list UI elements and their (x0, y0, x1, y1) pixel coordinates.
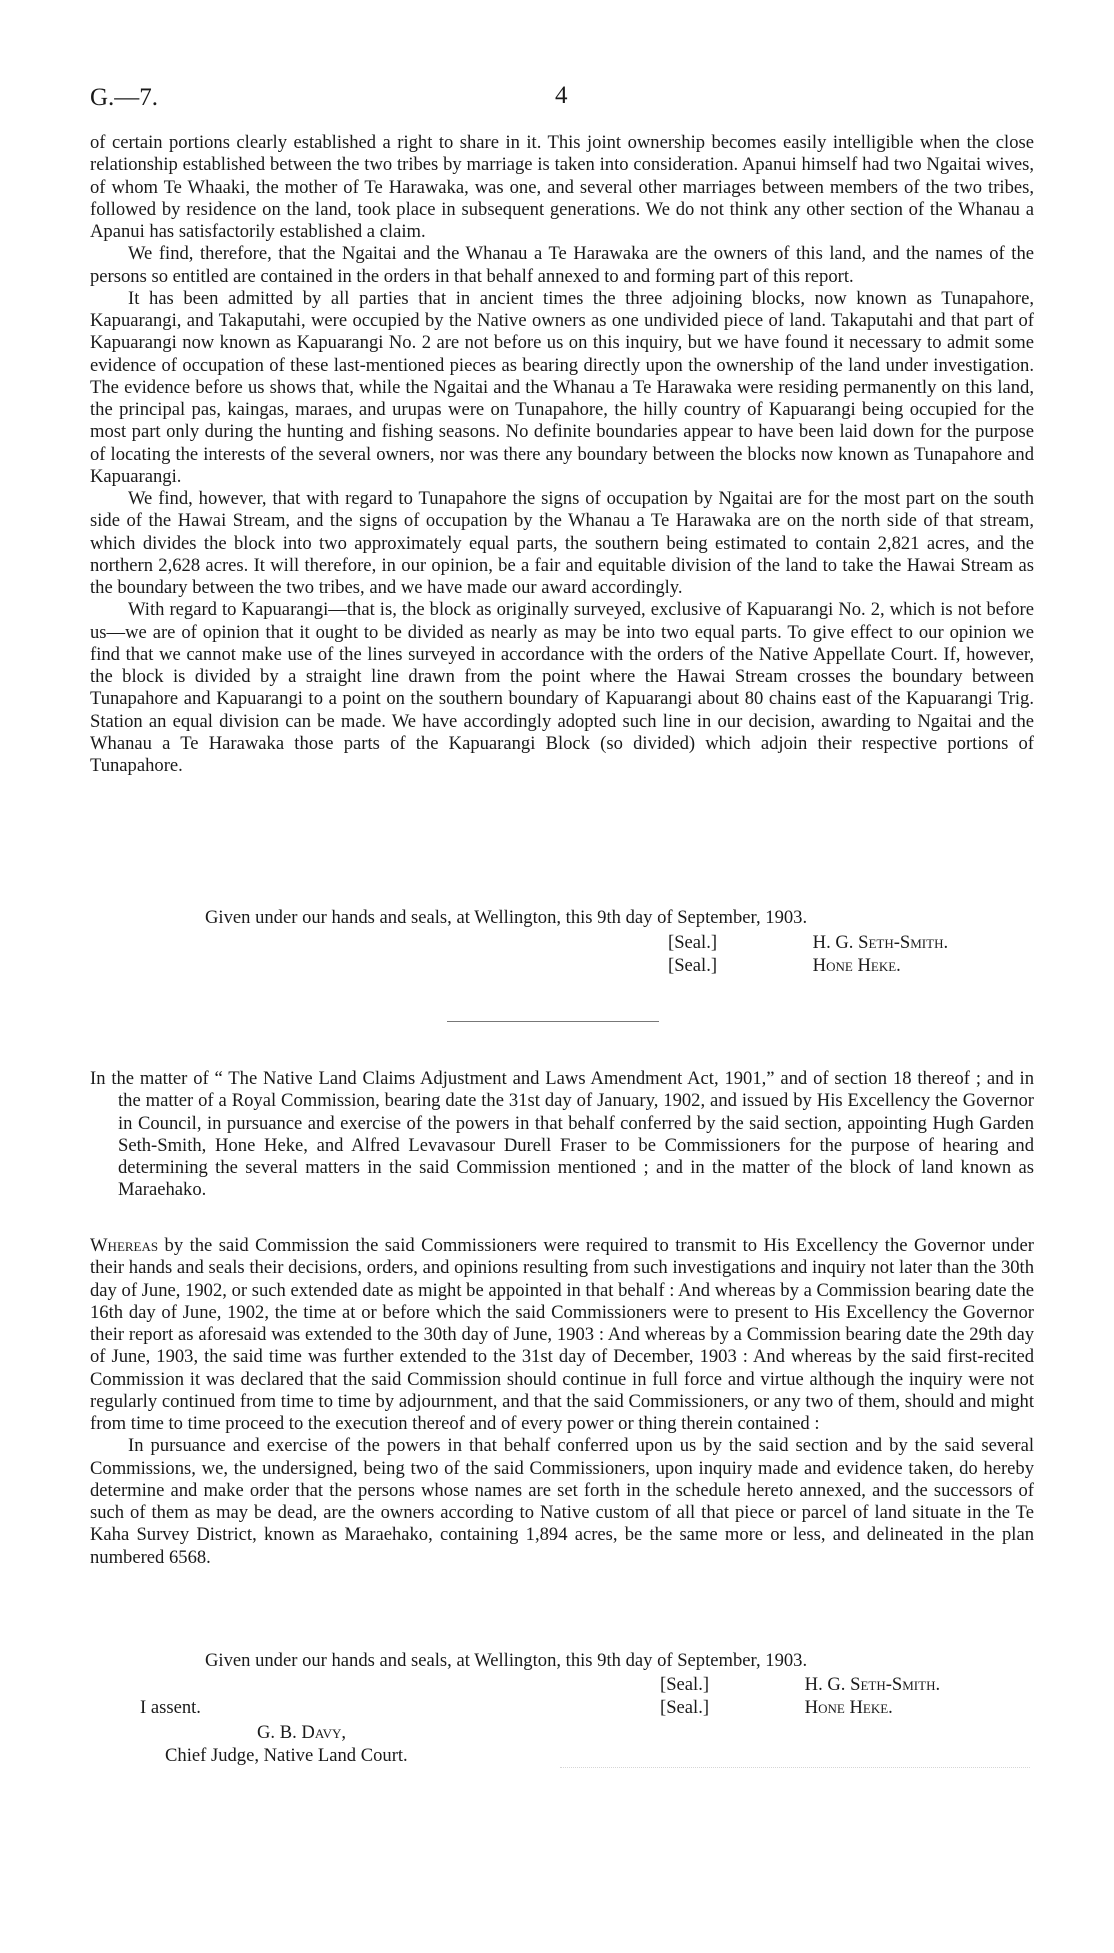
signatory-hone-heke: Hone Heke. (804, 1697, 893, 1718)
judge-name: G. B. Davy, (257, 1722, 346, 1743)
signatory-hone-heke: Hone Heke. (812, 955, 901, 976)
whereas-paragraph (90, 1235, 1034, 1435)
seal-label: [Seal.] (660, 1697, 710, 1718)
signature-row-2a (660, 1674, 940, 1696)
signatory-seth-smith: H. G. Seth-Smith. (812, 932, 949, 953)
page-speckle (560, 1767, 1030, 1768)
seal-label: [Seal.] (668, 932, 718, 953)
in-the-matter-heading (90, 1068, 1034, 1202)
signature-row-2b (660, 1697, 893, 1719)
given-under-hands-2: Given under our hands and seals, at Wellington, this 9th day of September, 1903. (205, 1650, 808, 1671)
series-reference: G.—7. (90, 84, 159, 111)
given-under-hands-1: Given under our hands and seals, at Wellington, this 9th day of September, 1903. (205, 907, 808, 928)
paragraph-finding-owners: We find, therefore, that the Ngaitai and the Whanau a Te Harawaka are the owners of this land, and the names of the persons so entitled are contained in the orders in that behalf annexed to and forming part of this report. (90, 243, 1034, 287)
report-continuation (90, 132, 1034, 777)
pursuance-paragraph: In pursuance and exercise of the powers in that behalf conferred upon us by the said section and by the said several Commissions, we, the undersigned, being two of the said Commissioners, upon inquiry made and evidence taken, do hereby determine and make order that the persons whose names are set forth in the schedule hereto annexed, and the successors of such of them as may be dead, are the owners according to Native custom of all that piece or parcel of land situate in the Te Kaha Survey District, known as Maraehako, containing 1,894 acres, be the same more or less, and delineated in the plan numbered 6568. (90, 1435, 1034, 1568)
signature-row-1a (668, 932, 948, 954)
section-divider (447, 1021, 659, 1022)
judge-title: Chief Judge, Native Land Court. (165, 1745, 408, 1766)
page-number: 4 (555, 82, 568, 109)
signatory-seth-smith: H. G. Seth-Smith. (804, 1674, 941, 1695)
order-body (90, 1235, 1034, 1569)
signature-row-1b (668, 955, 901, 977)
paragraph-kapuarangi-division: With regard to Kapuarangi—that is, the block as originally surveyed, exclusive of Kapuarangi No. 2, which is not before us—we are of opinion that it ought to be divided as nearly as may be into two equal parts. To give effect to our opinion we find that we cannot make use of the lines surveyed in accordance with the orders of the Native Appellate Court. If, however, the block is divided by a straight line drawn from the point where the Hawai Stream crosses the boundary between Tunapahore and Kapuarangi to a point on the southern boundary of Kapuarangi about 80 chains east of the Kapuarangi Trig. Station an equal division can be made. We have accordingly adopted such line in our decision, awarding to Ngaitai and the Whanau a Te Harawaka those parts of the Kapuarangi Block (so divided) which adjoin their respective portions of Tunapahore. (90, 599, 1034, 776)
paragraph-joint-ownership: of certain portions clearly established a right to share in it. This joint ownership becomes easily intelligible when the close relationship established between the two tribes by marriage is taken into consideration. Apanui himself had two Ngaitai wives, of whom Te Whaaki, the mother of Te Harawaka, was one, and several other marriages between members of the two tribes, followed by residence on the land, took place in subsequent generations. We do not think any other section of the Whanau a Apanui has satisfactorily established a claim. (90, 132, 1034, 242)
seal-label: [Seal.] (668, 955, 718, 976)
paragraph-tunapahore-division: We find, however, that with regard to Tunapahore the signs of occupation by Ngaitai are for the most part on the south side of the Hawai Stream, and the signs of occupation by the Whanau a Te Harawaka are on the north side of that stream, which divides the block into two approximately equal parts, the southern being estimated to contain 2,821 acres, and the northern 2,628 acres. It will therefore, in our opinion, be a fair and equitable division of the land to take the Hawai Stream as the boundary between the two tribes, and we have made our award accordingly. (90, 488, 1034, 598)
assent-text: I assent. (140, 1697, 201, 1718)
paragraph-ancient-occupation: It has been admitted by all parties that in ancient times the three adjoining blocks, now known as Tunapahore, Kapuarangi, and Takaputahi, were occupied by the Native owners as one undivided piece of land. Takaputahi and that part of Kapuarangi now known as Kapuarangi No. 2 are not before us on this inquiry, but we have found it necessary to admit some evidence of occupation of these last-mentioned pieces as bearing directly upon the ownership of the land under investigation. The evidence before us shows that, while the Ngaitai and the Whanau a Te Harawaka were residing permanently on this land, the principal pas, kaingas, maraes, and urupas were on Tunapahore, the hilly country of Kapuarangi being occupied for the most part only during the hunting and fishing seasons. No definite boundaries appear to have been laid down for the purpose of locating the interests of the several owners, nor was there any boundary between the blocks now known as Tunapahore and Kapuarangi. (90, 287, 1034, 487)
seal-label: [Seal.] (660, 1674, 710, 1695)
whereas-word: Whereas (90, 1235, 159, 1256)
matter-paragraph: In the matter of “ The Native Land Claims Adjustment and Laws Amendment Act, 1901,” and of section 18 thereof ; and in the matter of a Royal Commission, bearing date the 31st day of January, 1902, and issued by His Excellency the Governor in Council, in pursuance and exercise of the powers in that behalf conferred by the said section, appointing Hugh Garden Seth-Smith, Hone Heke, and Alfred Levavasour Durell Fraser to be Commissioners for the purpose of hearing and determining the several matters in the said Commission mentioned ; and in the matter of the block of land known as Maraehako. (90, 1068, 1034, 1201)
whereas-text: by the said Commission the said Commissioners were required to transmit to His Excellency the Governor under their hands and seals their decisions, orders, and opinions resulting from such investigations and inquiry not later than the 30th day of June, 1902, or such extended date as might be appointed in that behalf : And whereas by a Commission bearing date the 16th day of June, 1902, the time at or before which the said Commissioners were to present to His Excellency the Governor their report as aforesaid was extended to the 30th day of June, 1903 : And whereas by a Commission bearing date the 29th day of June, 1903, the said time was further extended to the 31st day of December, 1903 : And whereas by the said first-recited Commission it was declared that the said Commission should continue in full force and virtue although the inquiry were not regularly continued from time to time by adjournment, and that the said Commissioners, or any two of them, should and might from time to time proceed to the execution thereof and of every power or thing therein contained : (90, 1235, 1034, 1434)
